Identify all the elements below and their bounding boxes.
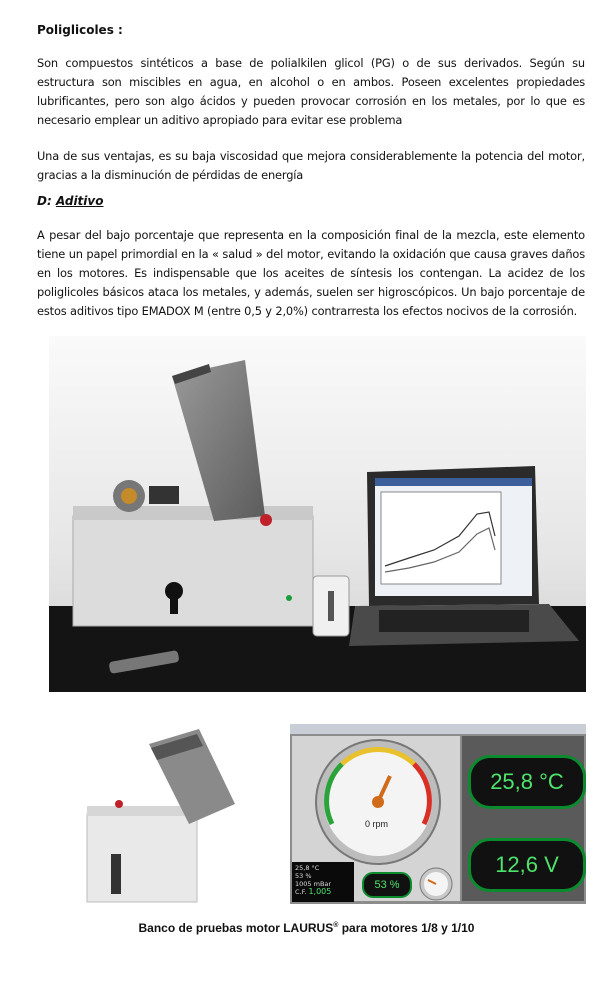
paragraph-ventajas: Una de sus ventajas, es su baja viscosidad que mejora considerablemente la potencia del motor, gracias a la disminución de pérdidas de energía xyxy=(37,149,585,182)
registered-mark: ® xyxy=(333,922,339,929)
stats-box xyxy=(292,862,354,902)
temperature-display: 25,8 °C xyxy=(468,755,586,809)
stat-cf-label: C.F. xyxy=(295,888,307,896)
stat-pressure: 1005 mBar xyxy=(295,880,332,888)
caption-text: Banco de pruebas motor LAURUS xyxy=(138,921,334,935)
rpm-readout: 0 rpm xyxy=(365,819,389,829)
bench-side-photo xyxy=(39,724,289,904)
paragraph-poliglicoles: Son compuestos sintéticos a base de polialkilen glicol (PG) o de sus derivados. Según su estructura son miscibles en agua, en alcohol o en ambos. Poseen excelentes propiedades lubrificantes, pero son algo ácidos y pueden provocar corrosión en los metales, por lo que es necesario emplear un aditivo apropiado para evitar ese problema xyxy=(37,56,585,127)
additive-heading xyxy=(37,194,103,208)
section-title: Poliglicoles : xyxy=(37,23,123,37)
voltage-display: 12,6 V xyxy=(468,838,586,892)
paragraph-aditivo: A pesar del bajo porcentaje que representa en la composición final de la mezcla, este elemento tiene un papel primordial en la « salud » del motor, evitando la oxidación que causa graves daños en los motores. Es indispensable que los aceites de síntesis los contengan. La acidez de los poliglicoles básicos ataca los metales, y además, suelen ser higroscópicos. Un bajo porcentaje de estos aditivos tipo EMADOX M (entre 0,5 y 2,0%) contrarresta los efectos nocivos de la corrosión. xyxy=(37,228,585,318)
caption-suffix: para motores 1/8 y 1/10 xyxy=(338,921,475,935)
software-panel xyxy=(290,724,586,904)
percent-display: 53 % xyxy=(362,872,412,898)
stat-temp: 25,8 °C xyxy=(295,864,320,872)
figure-caption xyxy=(0,921,613,935)
additive-prefix: D: xyxy=(37,194,56,208)
test-bench-photo xyxy=(49,336,586,692)
additive-title: Aditivo xyxy=(55,194,104,208)
stat-cf-value: 1,005 xyxy=(308,887,332,896)
stat-humidity: 53 % xyxy=(295,872,312,880)
